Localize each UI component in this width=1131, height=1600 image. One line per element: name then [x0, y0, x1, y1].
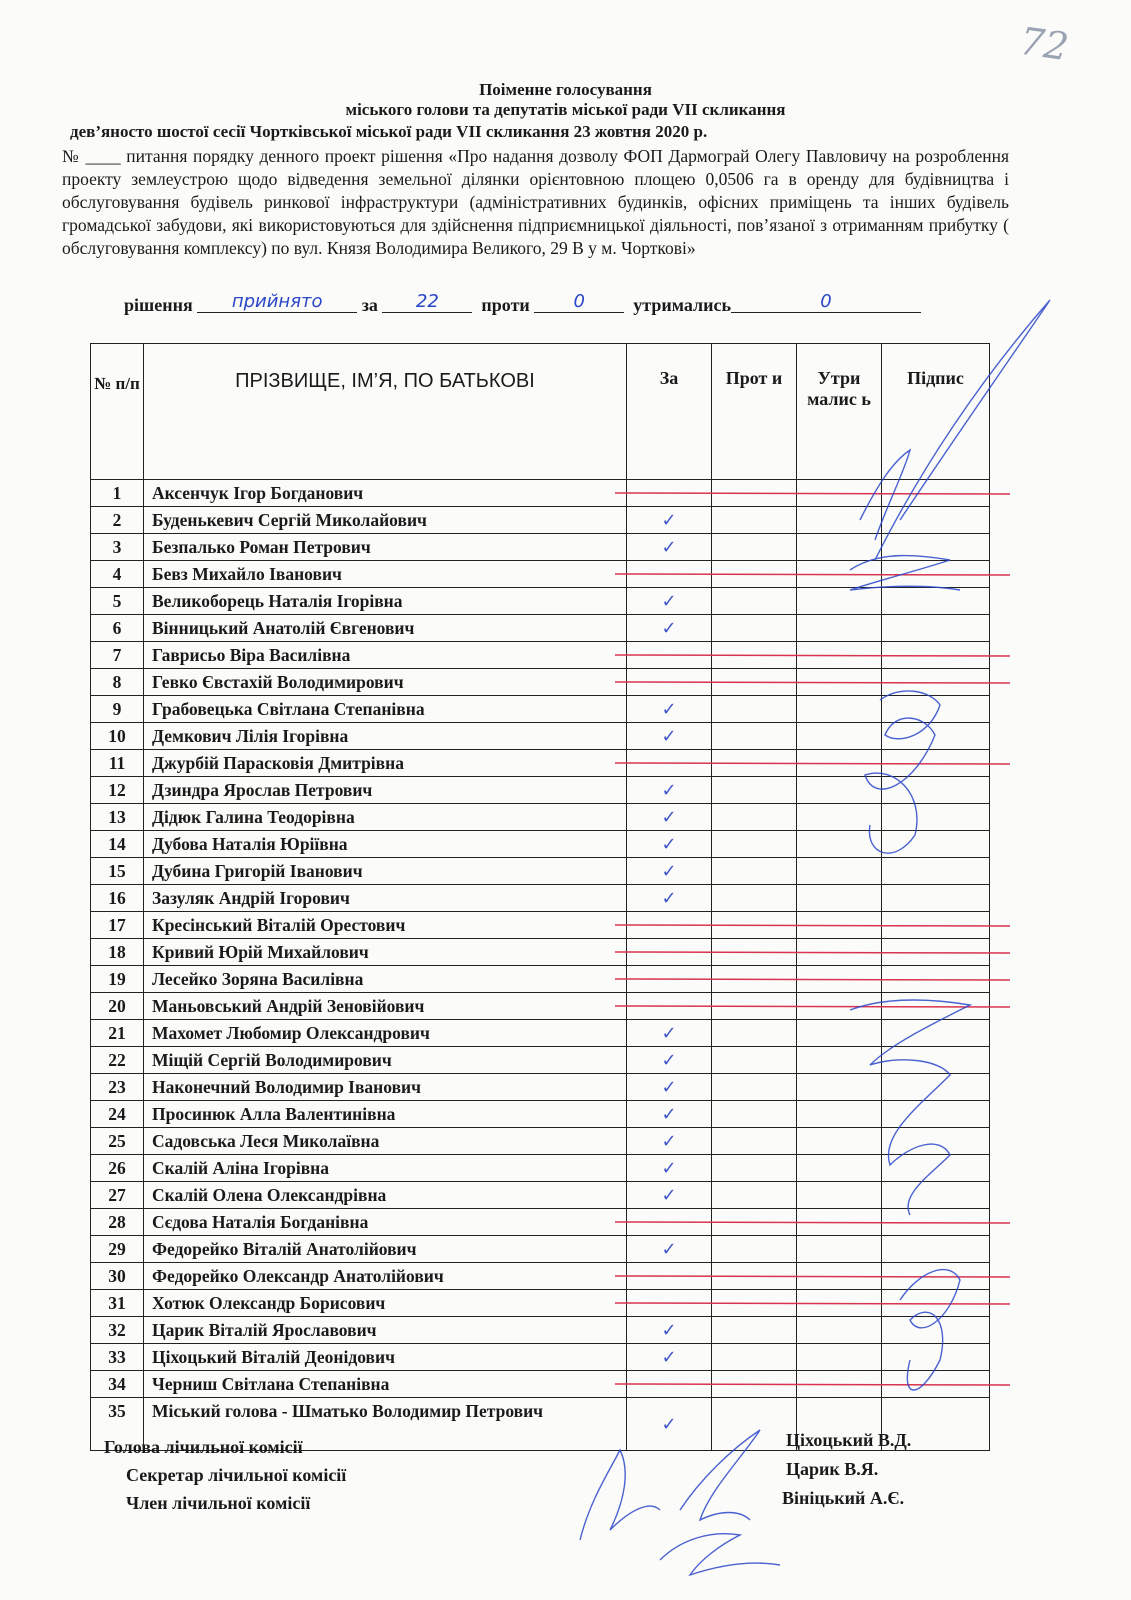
vote-for-cell: ✓: [627, 615, 712, 642]
signature-commission-2: [680, 1430, 760, 1520]
vote-for-cell: ✓: [627, 1020, 712, 1047]
member-name: Міщій Сергій Володимирович: [144, 1047, 627, 1074]
member-name: Буденькевич Сергій Миколайович: [144, 507, 627, 534]
row-number: 27: [91, 1182, 144, 1209]
row-number: 3: [91, 534, 144, 561]
vote-for-cell: ✓: [627, 1236, 712, 1263]
strike-line: [615, 682, 1010, 683]
decision-value: прийнято: [197, 291, 357, 313]
row-number: 1: [91, 480, 144, 507]
member-name: Федорейко Олександр Анатолійович: [144, 1263, 627, 1290]
row-number: 14: [91, 831, 144, 858]
member-name: Демкович Лілія Ігорівна: [144, 723, 627, 750]
member-name: Сєдова Наталія Богданівна: [144, 1209, 627, 1236]
commission-head-label: Голова лічильної комісії: [104, 1437, 303, 1457]
commission-secretary-label: Секретар лічильної комісії: [126, 1465, 347, 1485]
header-signature: Підпис: [882, 344, 990, 480]
member-name: Кривий Юрій Михайлович: [144, 939, 627, 966]
row-number: 15: [91, 858, 144, 885]
vote-for-cell: ✓: [627, 1182, 712, 1209]
row-number: 28: [91, 1209, 144, 1236]
member-name: Грабовецька Світлана Степанівна: [144, 696, 627, 723]
row-number: 10: [91, 723, 144, 750]
member-name: Скалій Олена Олександрівна: [144, 1182, 627, 1209]
strike-line: [615, 1222, 1010, 1223]
abstain-label: утримались: [633, 295, 731, 315]
signature-commission-3: [660, 1534, 780, 1575]
member-name: Наконечний Володимир Іванович: [144, 1074, 627, 1101]
vote-for-cell: ✓: [627, 1344, 712, 1371]
strike-line: [615, 1006, 1010, 1007]
member-name: Дубова Наталія Юріївна: [144, 831, 627, 858]
vote-for-cell: ✓: [627, 1317, 712, 1344]
row-number: 31: [91, 1290, 144, 1317]
signature-rows-2-3: [860, 450, 910, 540]
strike-line: [615, 574, 1010, 575]
member-name: Бевз Михайло Іванович: [144, 561, 627, 588]
member-name: Дубина Григорій Іванович: [144, 858, 627, 885]
against-label: проти: [481, 295, 530, 315]
against-count: 0: [534, 291, 624, 313]
row-number: 34: [91, 1371, 144, 1398]
row-number: 4: [91, 561, 144, 588]
member-name: Дідюк Галина Теодорівна: [144, 804, 627, 831]
row-number: 2: [91, 507, 144, 534]
member-name: Зазуляк Андрій Ігорович: [144, 885, 627, 912]
strike-line: [615, 493, 1010, 494]
signature-large-stroke: [875, 300, 1050, 560]
vote-for-cell: ✓: [627, 1155, 712, 1182]
member-name: Махомет Любомир Олександрович: [144, 1020, 627, 1047]
row-number: 35: [91, 1398, 144, 1451]
signature-rows-21-27: [850, 1000, 970, 1215]
strike-line: [615, 1384, 1010, 1385]
strike-line: [615, 979, 1010, 980]
member-name: Лесейко Зоряна Василівна: [144, 966, 627, 993]
member-name: Джурбій Парасковія Дмитрівна: [144, 750, 627, 777]
member-name: Дзиндра Ярослав Петрович: [144, 777, 627, 804]
agenda-question: № ____ питання порядку денного проект рішення «Про надання дозволу ФОП Дармограй Олегу Павловичу на розроблення проекту землеустрою щодо відведення земельної ділянки орієнтовною площею 0,0506 га в оренду для будівництва і обслуговування будівель ринкової інфраструктури (адміністративних будинків, офісних приміщень та інших будівель громадської забудови, які використовуються для здійснення підприємницької діяльності, пов’язаної з отриманням прибутку ( обслуговування комплексу) по вул. Князя Володимира Великого, 29 В у м. Чорткові»: [62, 146, 1009, 258]
strike-line: [615, 763, 1010, 764]
member-name: Садовська Леся Миколаївна: [144, 1128, 627, 1155]
vote-for-cell: ✓: [627, 507, 712, 534]
header-num: № п/п: [91, 344, 144, 480]
row-number: 5: [91, 588, 144, 615]
row-number: 23: [91, 1074, 144, 1101]
document-title: Поіменне голосування: [479, 80, 652, 99]
row-number: 7: [91, 642, 144, 669]
row-number: 30: [91, 1263, 144, 1290]
row-number: 20: [91, 993, 144, 1020]
member-name: Гевко Євстахій Володимирович: [144, 669, 627, 696]
row-number: 16: [91, 885, 144, 912]
row-number: 9: [91, 696, 144, 723]
row-number: 18: [91, 939, 144, 966]
vote-for-cell: ✓: [627, 534, 712, 561]
session-line: дев’яносто шостої сесії Чортківської міської ради VII скликання 23 жовтня 2020 р.: [70, 122, 708, 141]
commission-secretary-name: Царик В.Я.: [786, 1459, 879, 1479]
member-name: Черниш Світлана Степанівна: [144, 1371, 627, 1398]
vote-for-cell: ✓: [627, 804, 712, 831]
header-name: ПРІЗВИЩЕ, ІМ’Я, ПО БАТЬКОВІ: [144, 344, 627, 480]
row-number: 17: [91, 912, 144, 939]
member-name: Маньовський Андрій Зеновійович: [144, 993, 627, 1020]
row-number: 32: [91, 1317, 144, 1344]
header-against: Прот и: [712, 344, 797, 480]
header-abstain: Утри малис ь: [797, 344, 882, 480]
row-number: 25: [91, 1128, 144, 1155]
vote-for-cell: ✓: [627, 723, 712, 750]
for-count: 22: [382, 291, 472, 313]
member-name: Федорейко Віталій Анатолійович: [144, 1236, 627, 1263]
vote-for-cell: ✓: [627, 1074, 712, 1101]
header-for: За: [627, 344, 712, 480]
row-number: 33: [91, 1344, 144, 1371]
row-number: 21: [91, 1020, 144, 1047]
member-name: Безпалько Роман Петрович: [144, 534, 627, 561]
abstain-count: 0: [731, 291, 921, 313]
member-name: Міський голова - Шматько Володимир Петрович: [144, 1398, 627, 1451]
vote-for-cell: ✓: [627, 588, 712, 615]
row-number: 24: [91, 1101, 144, 1128]
strike-line: [615, 925, 1010, 926]
row-number: 6: [91, 615, 144, 642]
member-name: Аксенчук Ігор Богданович: [144, 480, 627, 507]
member-name: Ціхоцький Віталій Деонідович: [144, 1344, 627, 1371]
commission-member-name: Вініцький А.Є.: [782, 1488, 905, 1508]
row-number: 19: [91, 966, 144, 993]
signature-rows-10-15: [865, 691, 940, 853]
signature-commission-1: [580, 1450, 660, 1540]
strike-line: [615, 1276, 1010, 1277]
signature-rows-5-6: [850, 556, 960, 590]
decision-label: рішення: [124, 295, 193, 315]
for-label: за: [361, 295, 378, 315]
member-name: Просинюк Алла Валентинівна: [144, 1101, 627, 1128]
strike-line: [615, 655, 1010, 656]
row-number: 12: [91, 777, 144, 804]
row-number: 11: [91, 750, 144, 777]
strike-lines: [615, 493, 1010, 1385]
member-name: Великоборець Наталія Ігорівна: [144, 588, 627, 615]
signature-rows-31-35: [900, 1270, 960, 1390]
vote-for-cell: ✓: [627, 885, 712, 912]
row-number: 26: [91, 1155, 144, 1182]
commission-head-name: Ціхоцький В.Д.: [786, 1430, 912, 1450]
vote-for-cell: ✓: [627, 858, 712, 885]
member-name: Царик Віталій Ярославович: [144, 1317, 627, 1344]
member-name: Гаврисьо Віра Василівна: [144, 642, 627, 669]
row-number: 22: [91, 1047, 144, 1074]
vote-for-cell: ✓: [627, 777, 712, 804]
vote-for-cell: ✓: [627, 1128, 712, 1155]
member-name: Кресінський Віталій Орестович: [144, 912, 627, 939]
vote-for-cell: ✓: [627, 831, 712, 858]
vote-for-cell: ✓: [627, 1398, 712, 1451]
row-number: 13: [91, 804, 144, 831]
strike-line: [615, 952, 1010, 953]
vote-for-cell: ✓: [627, 696, 712, 723]
member-name: Хотюк Олександр Борисович: [144, 1290, 627, 1317]
member-name: Скалій Аліна Ігорівна: [144, 1155, 627, 1182]
vote-for-cell: ✓: [627, 1101, 712, 1128]
commission-member-label: Член лічильної комісії: [126, 1493, 311, 1513]
member-name: Вінницький Анатолій Євгенович: [144, 615, 627, 642]
row-number: 29: [91, 1236, 144, 1263]
vote-for-cell: ✓: [627, 1047, 712, 1074]
page-number: 72: [1017, 18, 1072, 70]
row-number: 8: [91, 669, 144, 696]
document-subtitle: міського голови та депутатів міської ради VII скликання: [345, 100, 786, 119]
